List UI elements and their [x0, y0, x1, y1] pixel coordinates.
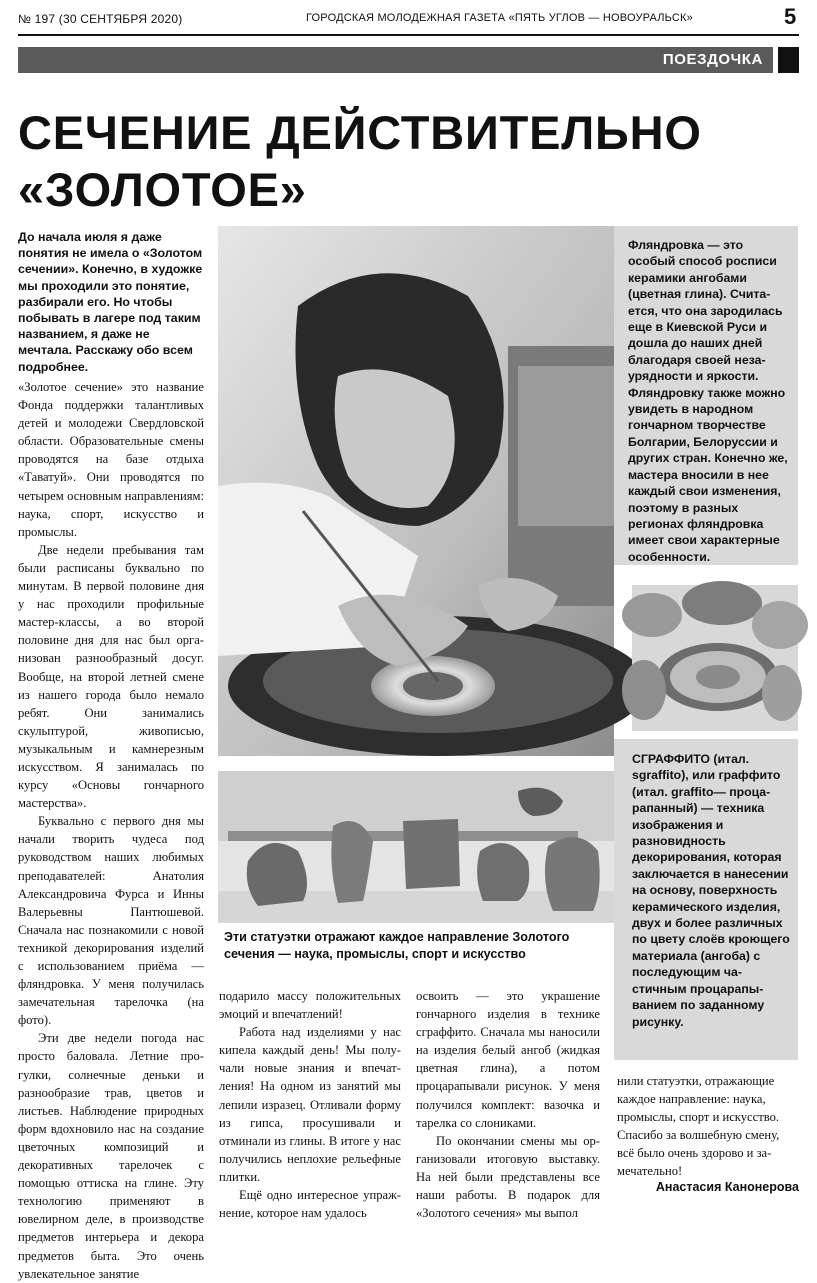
main-photo: [218, 226, 614, 756]
newspaper-name: ГОРОДСКАЯ МОЛОДЕЖНАЯ ГАЗЕТА «ПЯТЬ УГЛОВ — НОВОУРАЛЬСК»: [306, 12, 693, 24]
headline-line-2: «ЗОЛОТОЕ»: [18, 163, 307, 216]
section-bar: [18, 47, 773, 73]
paragraph: По окончании смены мы организовали итоговую выставку. На ней были представлены все наши работы. В подарок для «Золотого сечения» мы выпол: [416, 1133, 600, 1221]
author-name: Анастасия Канонерова: [655, 1180, 799, 1194]
sidebar-text-sgraffito: СГРАФФИТО (итал. sgraffito), или граффито (итал. graffito— процaрапанный) — техника изображения и разновидность декорирования, которая заключается в нанесении на основу, поверхность керамического изделия, двух и более различных по цвету слоёв кроющего материала (ангоба) с последующим частичным процарапыванием по заданному рисунку.: [632, 752, 790, 1029]
sidebar-text-flyandrovka: Фляндровка — это особый способ росписи керамики ангобами (цветная глина). Считается, что она зародилась еще в Киевской Руси и дошла до наших дней благодаря своей незаурядности и яркости. Фляндровку также можно увидеть в народном гончарном творчестве Болгарии, Белоруссии и других стран. Конечно же, мастера вносили в нее каждый свои изменения, поэтому в разных регионах фляндровка имеет свои характерные особенности.: [628, 238, 788, 564]
headline-line-1: СЕЧЕНИЕ ДЕЙСТВИТЕЛЬНО: [18, 106, 702, 159]
plates-photo: [632, 585, 798, 731]
section-marker: [778, 47, 799, 73]
body-column-2: [219, 987, 401, 1221]
paragraph: Буквально с первого дня мы начали творить чудеса под руководством наших любимых преподавателей: Анатолия Александровича Фурса и Инны Валерьевны Пантюшевой. Сначала нас познакомили с новой техникой декорирования изделий с использованием приёма — фляндровка. У меня получилась замечательная тарелочка (на фото).: [18, 814, 204, 1028]
photo-caption: Эти статуэтки отражают каждое направление Золотого сечения — наука, промыслы, спорт и искусство: [224, 930, 570, 961]
header-rule: [18, 34, 799, 36]
paragraph: Ещё одно интересное упражнение, которое нам удалось: [219, 1188, 401, 1221]
body-column-4: [617, 1072, 797, 1181]
paragraph: подарило массу положительных эмоций и впечатлений!: [219, 989, 401, 1022]
paragraph: освоить — это украшение гончарного изделия в технике сграффито. Сначала мы наносили на изделия белый ангоб (жидкая цветная глина), а потом процарапывали рисунок. У меня получился комплект: вазочка и тарелка со слониками.: [416, 989, 600, 1130]
paragraph: Работа над изделиями у нас кипела каждый день! Мы получали новые знания и впечатления! На одном из занятий мы лепили изразец. Отливали форму из гипса, просушивали и отминали из глины. В итоге у нас получились неплохие рельефные плитки.: [219, 1025, 401, 1184]
body-column-3: [416, 987, 600, 1221]
statuettes-photo: [218, 771, 614, 923]
lead-paragraph: До начала июля я даже понятия не имела о «Золотом сечении». Конечно, в художке мы проходили это понятие, разбирали его. Но чтобы побывать в лагере под таким названием, я даже не мечтала. Расскажу обо всем подробнее.: [18, 230, 203, 374]
headline: [18, 104, 778, 218]
section-label: ПОЕЗДОЧКА: [662, 51, 763, 68]
issue-number: № 197 (30 СЕНТЯБРЯ 2020): [18, 12, 183, 26]
paragraph: Эти две недели погода нас просто баловала. Летние прогулки, солнечные деньки и разнообразие трав, цветов и листьев. Наблюдение природных форм вдохновило нас на создание цветочных композиций и декоративных тарелочек с помощью оттиска на глине. Эту технологию применяют в ювелирном деле, в производстве предметов интерьера и декора предметов быта. Это очень увлекательное занятие: [18, 1031, 204, 1281]
body-column-1: [18, 378, 204, 1281]
paragraph: Две недели пребывания там были расписаны буквально по минутам. В первой половине дня у нас проходили профильные мастер-классы, а во второй половине дня для нас был организован разнообразный досуг. Вообще, на второй летней смене из нашего города было немало ребят. Они занимались скульптурой, живописью, музыкальным и камнерезным искусством. Я занималась по курсу «Основы гончарного мастерства».: [18, 542, 204, 811]
paragraph: «Золотое сечение» это название Фонда поддержки талантливых детей и молодежи Свердловской области. Образовательные смены проводятся на базе отдыха «Таватуй». Они проводятся по четырем основным направлениям: наука, спорт, искусство и промыслы.: [18, 380, 204, 539]
paragraph: нили статуэтки, отражающие каждое направление: наука, промыслы, спорт и искусство. Спасибо за волшебную смену, всё было очень здорово и замечательно!: [617, 1074, 780, 1179]
page-number: 5: [784, 4, 797, 29]
